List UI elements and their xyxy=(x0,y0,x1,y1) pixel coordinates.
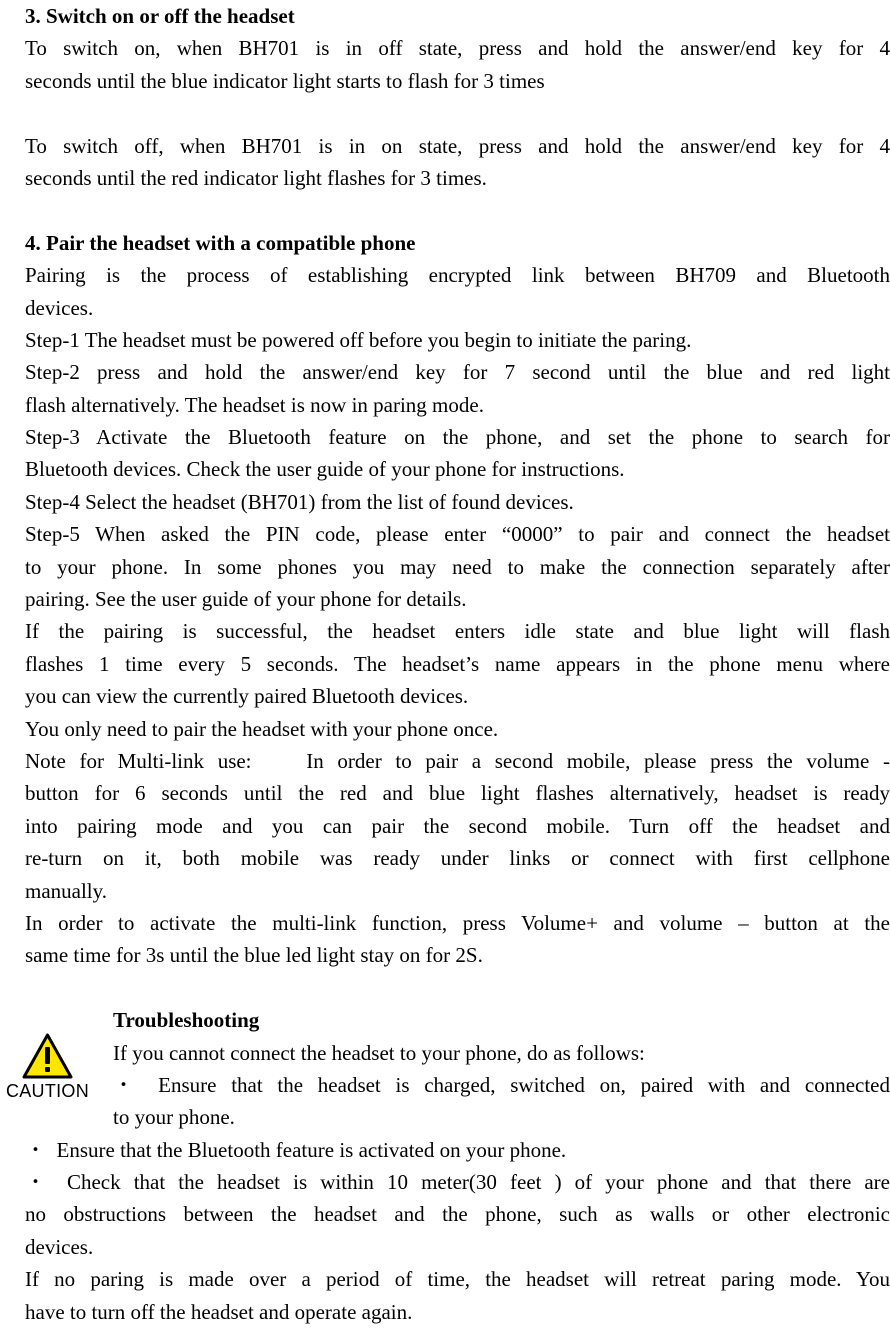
paring-timeout-note: If no paring is made over a period of time, the headset will retreat paring mode. You xyxy=(25,1267,890,1292)
caution-label: CAUTION xyxy=(5,1081,90,1101)
troubleshooting-bullet: devices. xyxy=(25,1234,94,1259)
multi-link-note: Note for Multi-link use: In order to pair a second mobile, please press the volume - xyxy=(25,748,890,773)
switch-on-text: seconds until the blue indicator light starts to flash for 3 times xyxy=(25,68,545,93)
troubleshooting-bullet: ・ Ensure that the headset is charged, switched on, paired with and connected xyxy=(113,1072,890,1097)
step-2: Step-2 press and hold the answer/end key for 7 second until the blue and red light xyxy=(25,360,890,385)
step-4: Step-4 Select the headset (BH701) from the list of found devices. xyxy=(25,489,574,514)
troubleshooting-intro: If you cannot connect the headset to your phone, do as follows: xyxy=(113,1040,645,1065)
switch-off-text: seconds until the red indicator light flashes for 3 times. xyxy=(25,165,487,190)
pair-once-note: You only need to pair the headset with your phone once. xyxy=(25,716,499,741)
pairing-success: you can view the currently paired Bluetooth devices. xyxy=(25,684,469,709)
section-3-heading: 3. Switch on or off the headset xyxy=(25,4,295,28)
pairing-intro: devices. xyxy=(25,295,94,320)
step-3: Bluetooth devices. Check the user guide of your phone for instructions. xyxy=(25,457,625,482)
troubleshooting-bullet: ・ Check that the headset is within 10 meter(30 feet ) of your phone and that there are xyxy=(25,1170,890,1195)
troubleshooting-bullet: to your phone. xyxy=(113,1105,235,1130)
switch-on-text: To switch on, when BH701 is in off state, press and hold the answer/end key for 4 xyxy=(25,36,890,61)
troubleshooting-bullet: no obstructions between the headset and the phone, such as walls or other electronic xyxy=(25,1202,890,1227)
troubleshooting-bullet: ・ Ensure that the Bluetooth feature is activated on your phone. xyxy=(25,1137,567,1162)
pairing-success: If the pairing is successful, the headset enters idle state and blue light will flash xyxy=(25,619,890,644)
step-2: flash alternatively. The headset is now in paring mode. xyxy=(25,392,484,417)
multi-link-note: manually. xyxy=(25,878,108,903)
multi-link-activation: same time for 3s until the blue led light stay on for 2S. xyxy=(25,943,483,968)
troubleshooting-heading: Troubleshooting xyxy=(113,1008,260,1033)
multi-link-note: button for 6 seconds until the red and blue light flashes alternatively, headset is ready xyxy=(25,781,890,806)
step-1: Step-1 The headset must be powered off before you begin to initiate the paring. xyxy=(25,327,692,352)
step-3: Step-3 Activate the Bluetooth feature on the phone, and set the phone to search for xyxy=(25,425,890,450)
pairing-intro: Pairing is the process of establishing encrypted link between BH709 and Bluetooth xyxy=(25,263,890,288)
section-4-heading: 4. Pair the headset with a compatible phone xyxy=(25,230,416,255)
multi-link-note: into pairing mode and you can pair the second mobile. Turn off the headset and xyxy=(25,813,890,838)
blank-line xyxy=(25,97,890,129)
switch-off-text: To switch off, when BH701 is in on state, press and hold the answer/end key for 4 xyxy=(25,133,890,158)
document-page xyxy=(25,0,890,1328)
blank-line xyxy=(25,194,890,226)
paring-timeout-note: have to turn off the headset and operate again. xyxy=(25,1299,413,1324)
blank-line xyxy=(25,972,890,1004)
pairing-success: flashes 1 time every 5 seconds. The headset’s name appears in the phone menu where xyxy=(25,651,890,676)
multi-link-activation: In order to activate the multi-link function, press Volume+ and volume – button at the xyxy=(25,910,890,935)
step-5: Step-5 When asked the PIN code, please enter “0000” to pair and connect the headset xyxy=(25,522,890,547)
step-5: pairing. See the user guide of your phone for details. xyxy=(25,587,467,612)
step-5: to your phone. In some phones you may need to make the connection separately after xyxy=(25,554,890,579)
multi-link-note: re-turn on it, both mobile was ready under links or connect with first cellphone xyxy=(25,846,890,871)
